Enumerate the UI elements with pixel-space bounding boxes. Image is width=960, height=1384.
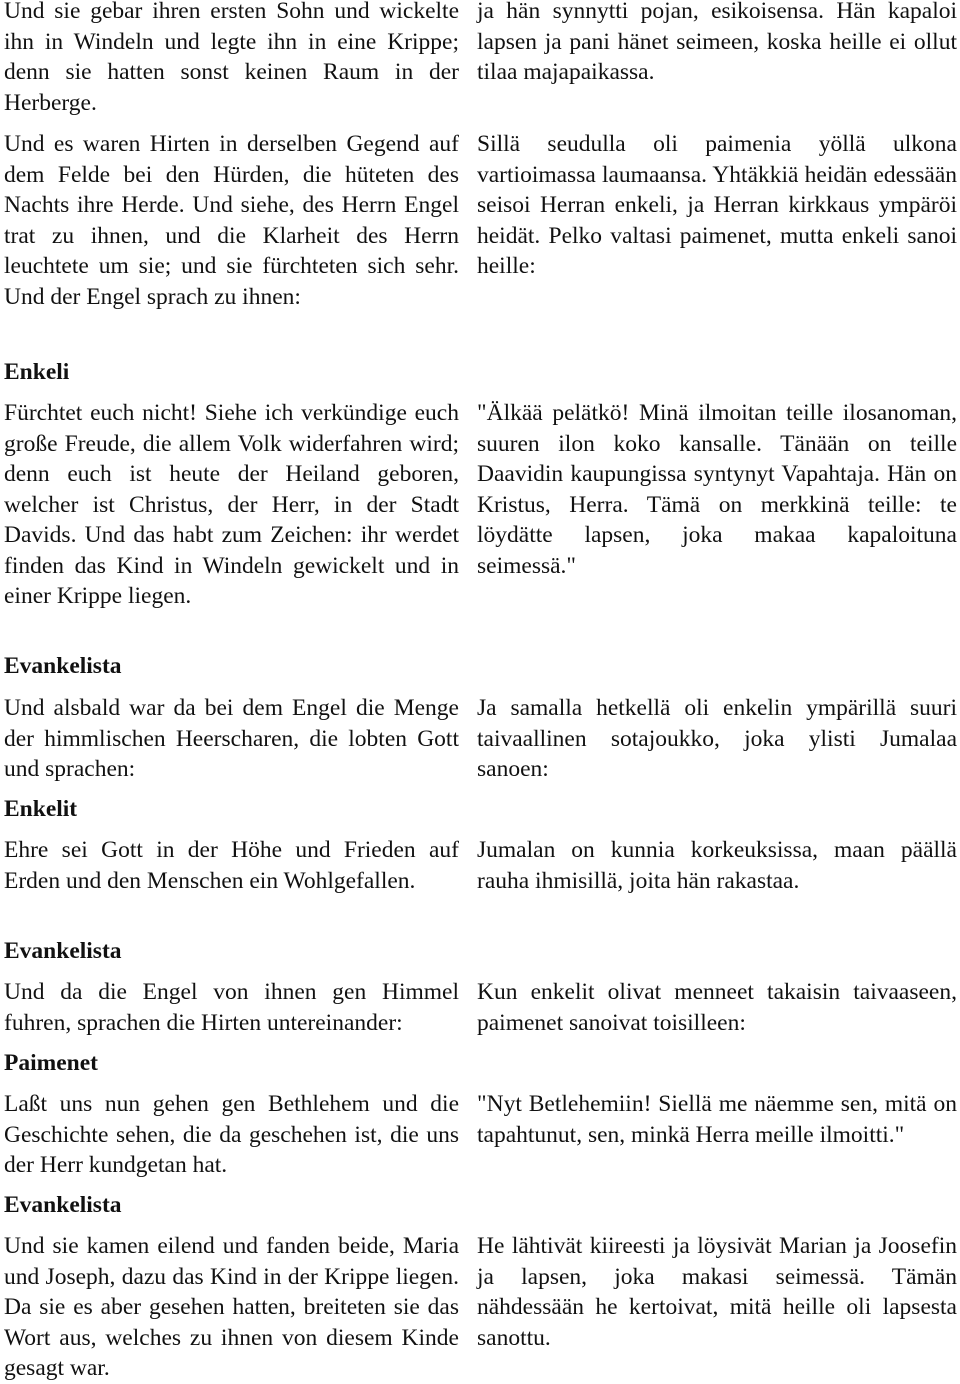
- speaker-label-paimenet: Paimenet: [4, 1050, 98, 1076]
- finnish-paragraph-3: "Älkää pelätkö! Minä ilmoitan teille ilosanoman, suuren ilon koko kansalle. Tänään on teille Daavidin kaupungissa syntynyt Vapahtaja. Hän on Kristus, Herra. Tämä on merkkinä teille: te löydätte lapsen, joka makaa kapaloituna seimessä.": [477, 400, 957, 579]
- finnish-paragraph-7: "Nyt Betlehemiin! Siellä me näemme sen, mitä on tapahtunut, sen, minkä Herra meille ilmoitti.": [477, 1091, 957, 1148]
- finnish-paragraph-2: Sillä seudulla oli paimenia yöllä ulkona vartioimassa laumaansa. Yhtäkkiä heidän edessään seisoi Herran enkeli, ja Herran kirkkaus ympäröi heidät. Pelko valtasi paimenet, mutta enkeli sanoi heille:: [477, 131, 957, 279]
- finnish-paragraph-1: ja hän synnytti pojan, esikoisensa. Hän kapaloi lapsen ja pani hänet seimeen, koska heille ei ollut tilaa majapaikassa.: [477, 0, 957, 85]
- german-paragraph-5: Ehre sei Gott in der Höhe und Frieden auf Erden und den Menschen ein Wohlgefallen.: [4, 837, 459, 894]
- finnish-paragraph-4: Ja samalla hetkellä oli enkelin ympärillä suuri taivaallinen sotajoukko, joka ylisti Jumalaa sanoen:: [477, 695, 957, 782]
- german-paragraph-8: Und sie kamen eilend und fanden beide, Maria und Joseph, dazu das Kind in der Krippe liegen. Da sie es aber gesehen hatten, breiteten sie das Wort aus, welches zu ihnen von diesem Kinde gesagt war.: [4, 1233, 459, 1381]
- german-paragraph-1: Und sie gebar ihren ersten Sohn und wickelte ihn in Windeln und legte ihn in eine Krippe; denn sie hatten sonst keinen Raum in der Herberge.: [4, 0, 459, 116]
- speaker-label-enkelit: Enkelit: [4, 796, 78, 822]
- finnish-paragraph-8: He lähtivät kiireesti ja löysivät Marian ja Joosefin ja lapsen, joka makasi seimessä. Tämän nähdessään he kertoivat, mitä heille oli lapsesta sanottu.: [477, 1233, 957, 1351]
- german-paragraph-7: Laßt uns nun gehen gen Bethlehem und die Geschichte sehen, die da geschehen ist, die uns der Herr kundgetan hat.: [4, 1091, 459, 1178]
- speaker-label-evankelista: Evankelista: [4, 1192, 122, 1218]
- german-paragraph-4: Und alsbald war da bei dem Engel die Menge der himmlischen Heerscharen, die lobten Gott und sprachen:: [4, 695, 459, 782]
- finnish-paragraph-6: Kun enkelit olivat menneet takaisin taivaaseen, paimenet sanoivat toisilleen:: [477, 979, 957, 1036]
- finnish-paragraph-5: Jumalan on kunnia korkeuksissa, maan päällä rauha ihmisillä, joita hän rakastaa.: [477, 837, 957, 894]
- speaker-label-evankelista: Evankelista: [4, 653, 122, 679]
- speaker-label-evankelista: Evankelista: [4, 938, 122, 964]
- speaker-label-enkeli: Enkeli: [4, 359, 70, 385]
- german-paragraph-6: Und da die Engel von ihnen gen Himmel fuhren, sprachen die Hirten untereinander:: [4, 979, 459, 1036]
- german-paragraph-2: Und es waren Hirten in derselben Gegend auf dem Felde bei den Hürden, die hüteten des Nachts ihre Herde. Und siehe, des Herrn Engel trat zu ihnen, und die Klarheit des Herrn leuchtete um sie; und sie fürchteten sich sehr. Und der Engel sprach zu ihnen:: [4, 131, 459, 310]
- german-paragraph-3: Fürchtet euch nicht! Siehe ich verkündige euch große Freude, die allem Volk widerfahren wird; denn euch ist heute der Heiland geboren, welcher ist Christus, der Herr, in der Stadt Davids. Und das habt zum Zeichen: ihr werdet finden das Kind in Windeln gewickelt und in einer Krippe liegen.: [4, 400, 459, 609]
